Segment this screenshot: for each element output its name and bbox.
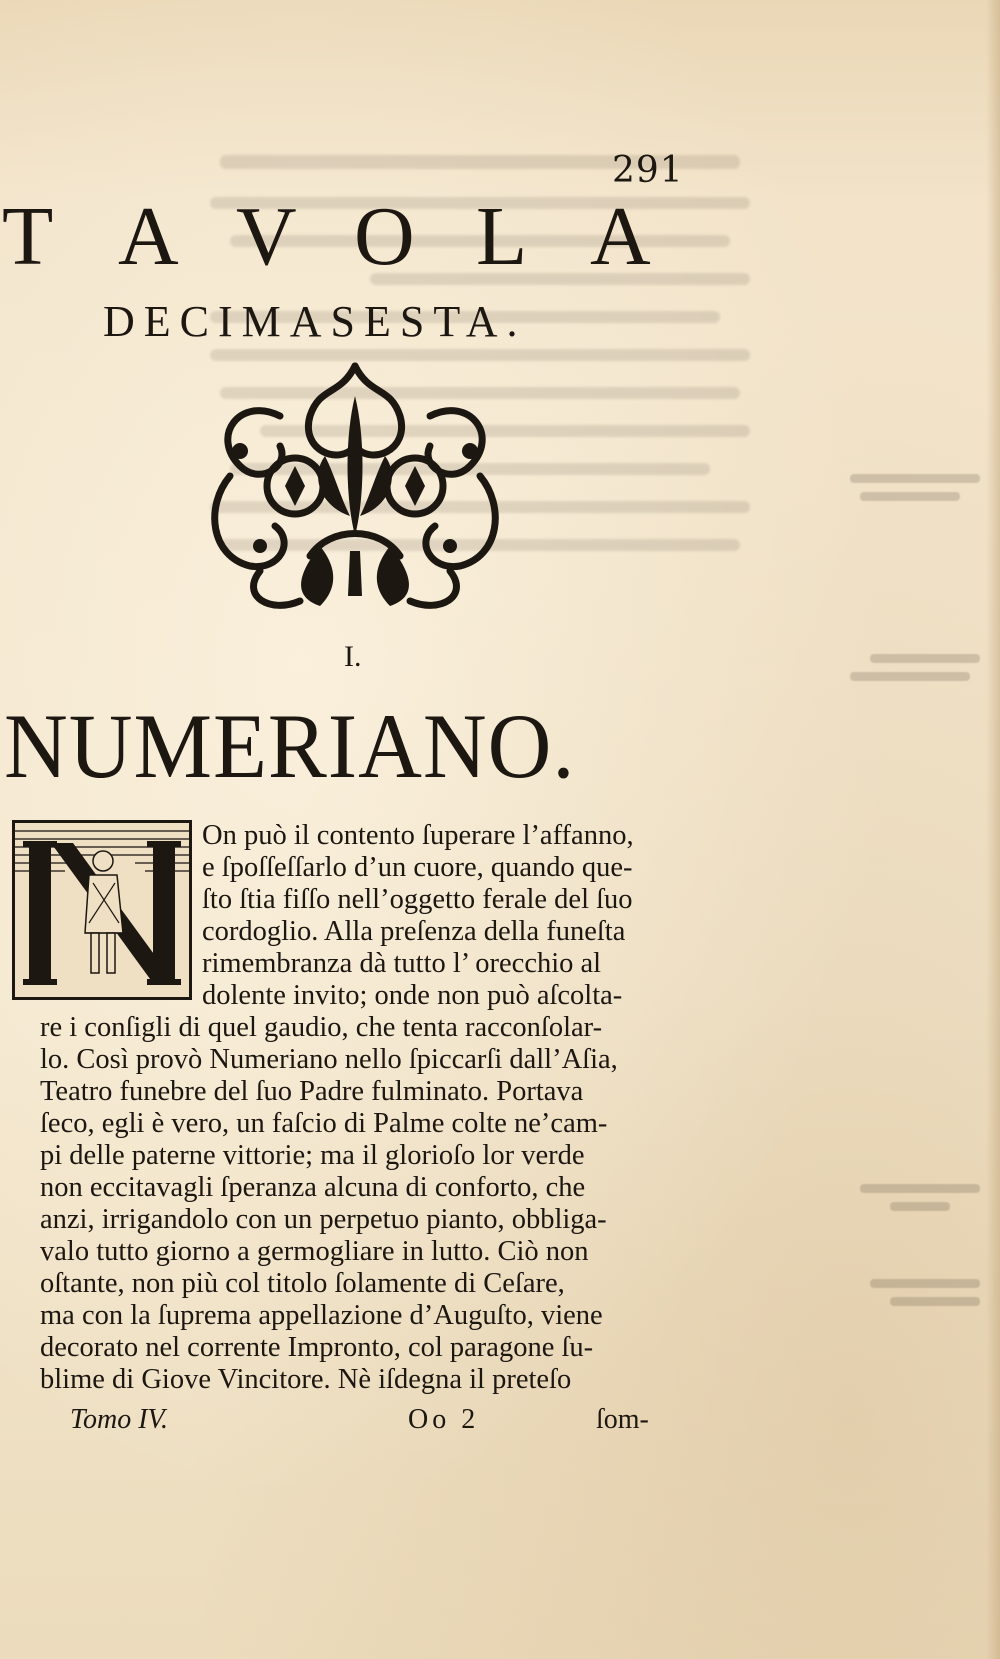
text-line: On può il contento ſuperare l’affanno, [202, 820, 634, 851]
bleed-margin-note [830, 1180, 980, 1220]
text-line: rimembranza dà tutto l’ orecchio al [202, 948, 602, 979]
title-letter: T [2, 190, 56, 283]
fleuron-ornament-icon [200, 356, 510, 618]
title-letter: A [118, 190, 181, 283]
bleed-margin-note [830, 1275, 980, 1315]
volume-label: Tomo IV. [70, 1404, 169, 1435]
woodcut-initial-icon [12, 820, 192, 1000]
text-line: valo tutto giorno a germogliare in lutto. Ciò non [40, 1236, 589, 1267]
text-line: oſtante, non più col titolo ſolamente di Ceſare, [40, 1268, 565, 1299]
text-line: e ſpoſſeſſarlo d’un cuore, quando que- [202, 852, 633, 883]
text-line: re i conſigli di quel gaudio, che tenta racconſolar- [40, 1012, 603, 1043]
chapter-title: NUMERIANO. [4, 695, 576, 797]
text-line: ſto ſtia fiſſo nell’oggetto ferale del ſuo [202, 884, 633, 915]
section-number: I. [344, 640, 362, 673]
text-line: lo. Così provò Numeriano nello ſpiccarſi dall’Aſia, [40, 1044, 618, 1075]
text-line: cordoglio. Alla preſenza della funeſta [202, 916, 626, 947]
text-line: ma con la ſuprema appellazione d’Auguſto, viene [40, 1300, 603, 1331]
text-line: dolente invito; onde non può aſcolta- [202, 980, 623, 1011]
title-letter: L [476, 190, 530, 283]
text-line: blime di Giove Vincitore. Nè iſdegna il preteſo [40, 1364, 572, 1395]
bleed-margin-note [830, 470, 980, 510]
text-line: anzi, irrigandolo con un perpetuo pianto, obbliga- [40, 1204, 607, 1235]
signature-mark: Oo 2 [408, 1404, 480, 1435]
title-letter: A [590, 190, 653, 283]
page-number: 291 [612, 150, 684, 191]
catchword: ſom- [596, 1404, 649, 1435]
title-letter: O [354, 190, 417, 283]
bleed-margin-note [830, 650, 980, 690]
table-subtitle: DECIMASESTA. [103, 297, 527, 346]
text-line: pi delle paterne vittorie; ma il glorioſo lor verde [40, 1140, 585, 1171]
text-line: Teatro funebre del ſuo Padre fulminato. Portava [40, 1076, 584, 1107]
text-line: decorato nel corrente Impronto, col paragone ſu- [40, 1332, 594, 1363]
text-line: ſeco, egli è vero, un faſcio di Palme colte ne’cam- [40, 1108, 608, 1139]
text-line: non eccitavagli ſperanza alcuna di conforto, che [40, 1172, 586, 1203]
page-edge-shadow [986, 0, 1000, 1659]
title-letter: V [236, 190, 299, 283]
